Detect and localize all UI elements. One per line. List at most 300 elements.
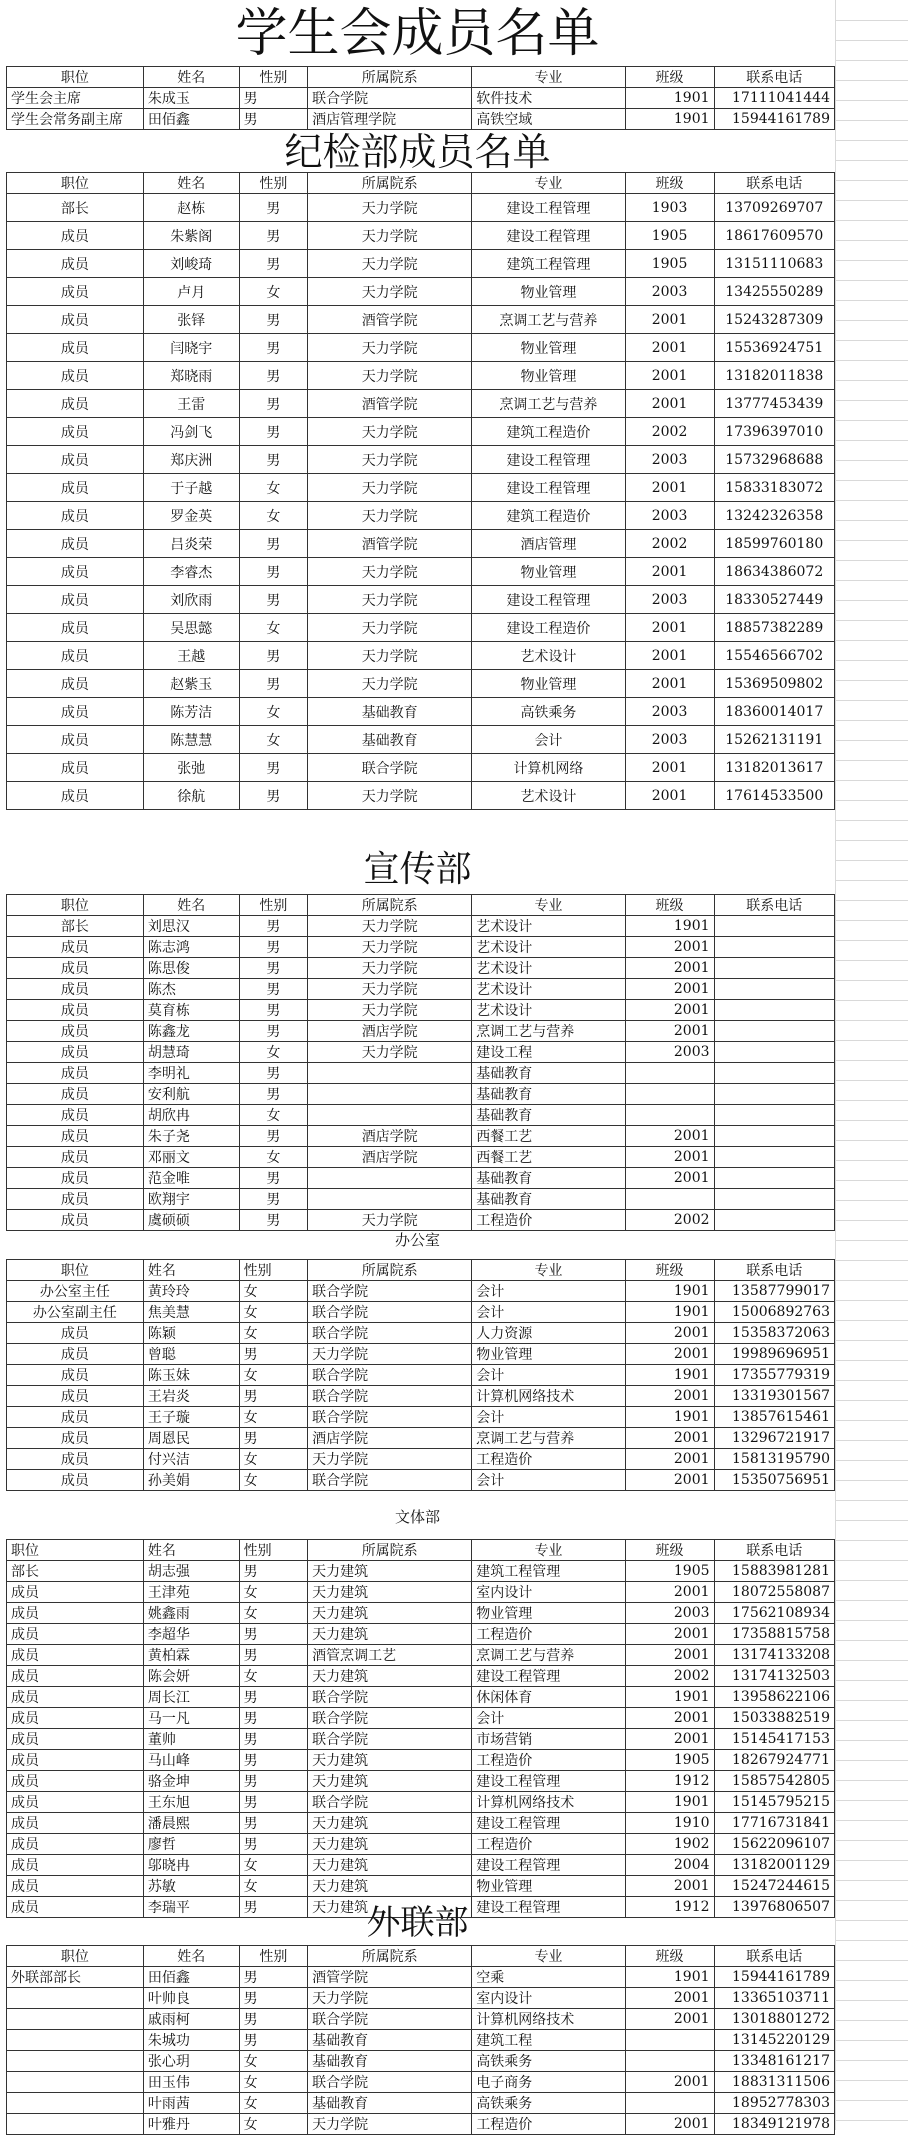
cell-phone[interactable]: 17396397010 [714,418,834,446]
cell-major[interactable]: 室内设计 [472,1582,625,1603]
cell-position[interactable]: 成员 [7,586,144,614]
cell-gender[interactable]: 男 [239,1210,307,1231]
cell-gender[interactable]: 男 [239,1189,307,1210]
cell-college[interactable]: 联合学院 [308,1708,472,1729]
cell-gender[interactable]: 男 [239,642,307,670]
cell-position[interactable]: 成员 [7,1021,144,1042]
cell-class[interactable]: 1901 [625,1792,714,1813]
cell-college[interactable]: 天力建筑 [308,1771,472,1792]
cell-gender[interactable]: 男 [239,1687,307,1708]
cell-phone[interactable]: 13174133208 [714,1645,834,1666]
cell-class[interactable]: 1910 [625,1813,714,1834]
cell-major[interactable]: 计算机网络技术 [472,1792,625,1813]
cell-college[interactable] [308,1084,472,1105]
cell-class[interactable]: 1901 [625,1407,714,1428]
cell-college[interactable]: 酒管学院 [308,530,472,558]
cell-major[interactable]: 建设工程管理 [472,1813,625,1834]
cell-phone[interactable] [714,1126,834,1147]
cell-major[interactable]: 烹调工艺与营养 [472,1645,625,1666]
cell-position[interactable]: 成员 [7,1582,144,1603]
cell-class[interactable] [625,2030,714,2051]
cell-position[interactable]: 办公室副主任 [7,1302,144,1323]
cell-gender[interactable]: 男 [239,446,307,474]
cell-position[interactable]: 成员 [7,418,144,446]
cell-position[interactable]: 成员 [7,698,144,726]
cell-major[interactable]: 艺术设计 [472,642,625,670]
cell-gender[interactable]: 男 [239,958,307,979]
cell-class[interactable]: 1901 [625,1967,714,1988]
cell-major[interactable]: 艺术设计 [472,782,625,810]
cell-phone[interactable]: 15145795215 [714,1792,834,1813]
cell-college[interactable]: 天力学院 [308,958,472,979]
cell-name[interactable]: 孙美娟 [143,1470,239,1491]
cell-name[interactable]: 王岩炎 [143,1386,239,1407]
cell-name[interactable]: 胡志强 [143,1561,239,1582]
cell-position[interactable]: 办公室主任 [7,1281,144,1302]
cell-gender[interactable]: 男 [239,334,307,362]
cell-position[interactable]: 成员 [7,1834,144,1855]
cell-name[interactable]: 陈芳洁 [143,698,239,726]
cell-position[interactable]: 成员 [7,1603,144,1624]
cell-name[interactable]: 闫晓宇 [143,334,239,362]
cell-college[interactable]: 基础教育 [308,726,472,754]
cell-gender[interactable]: 男 [239,754,307,782]
cell-name[interactable]: 王子璇 [143,1407,239,1428]
cell-name[interactable]: 陈会妍 [143,1666,239,1687]
cell-gender[interactable]: 男 [239,1168,307,1189]
cell-phone[interactable]: 15247244615 [714,1876,834,1897]
cell-major[interactable]: 酒店管理 [472,530,625,558]
cell-position[interactable]: 成员 [7,474,144,502]
cell-major[interactable]: 建设工程管理 [472,474,625,502]
cell-position[interactable]: 成员 [7,1323,144,1344]
cell-college[interactable]: 天力学院 [308,916,472,937]
cell-class[interactable]: 2001 [625,2114,714,2135]
cell-gender[interactable]: 男 [239,306,307,334]
cell-position[interactable]: 成员 [7,222,144,250]
cell-college[interactable]: 联合学院 [308,1281,472,1302]
cell-phone[interactable]: 13018801272 [714,2009,834,2030]
cell-name[interactable]: 廖哲 [143,1834,239,1855]
cell-class[interactable]: 1903 [625,194,714,222]
cell-college[interactable]: 天力建筑 [308,1582,472,1603]
cell-class[interactable]: 1901 [625,1687,714,1708]
cell-phone[interactable]: 13182011838 [714,362,834,390]
cell-phone[interactable]: 15813195790 [714,1449,834,1470]
cell-phone[interactable]: 15536924751 [714,334,834,362]
cell-class[interactable]: 2003 [625,446,714,474]
cell-gender[interactable]: 女 [239,698,307,726]
cell-major[interactable]: 软件技术 [472,88,625,109]
cell-gender[interactable]: 男 [239,1000,307,1021]
cell-major[interactable]: 烹调工艺与营养 [472,1428,625,1449]
cell-position[interactable]: 学生会常务副主席 [7,109,144,130]
cell-gender[interactable]: 男 [239,1771,307,1792]
cell-position[interactable]: 成员 [7,1147,144,1168]
cell-position[interactable]: 成员 [7,1645,144,1666]
cell-phone[interactable]: 13709269707 [714,194,834,222]
cell-name[interactable]: 李超华 [143,1624,239,1645]
cell-name[interactable]: 虞硕硕 [143,1210,239,1231]
cell-class[interactable]: 2001 [625,670,714,698]
cell-position[interactable]: 部长 [7,194,144,222]
cell-college[interactable]: 联合学院 [308,1470,472,1491]
cell-gender[interactable]: 男 [239,1708,307,1729]
cell-class[interactable]: 2003 [625,1603,714,1624]
cell-position[interactable]: 成员 [7,1750,144,1771]
cell-college[interactable]: 天力建筑 [308,1897,472,1918]
cell-college[interactable]: 天力学院 [308,937,472,958]
cell-major[interactable]: 建筑工程造价 [472,502,625,530]
cell-major[interactable]: 艺术设计 [472,958,625,979]
cell-gender[interactable]: 女 [239,502,307,530]
cell-college[interactable]: 天力建筑 [308,1624,472,1645]
cell-class[interactable]: 2001 [625,2072,714,2093]
cell-college[interactable]: 天力学院 [308,1988,472,2009]
cell-name[interactable]: 于子越 [143,474,239,502]
cell-position[interactable]: 成员 [7,1105,144,1126]
cell-class[interactable]: 2001 [625,1624,714,1645]
cell-class[interactable]: 2003 [625,1042,714,1063]
cell-position[interactable]: 成员 [7,614,144,642]
cell-major[interactable]: 工程造价 [472,1449,625,1470]
cell-major[interactable]: 烹调工艺与营养 [472,306,625,334]
cell-class[interactable]: 2001 [625,979,714,1000]
cell-class[interactable]: 2002 [625,530,714,558]
cell-major[interactable]: 工程造价 [472,1624,625,1645]
cell-position[interactable]: 成员 [7,1126,144,1147]
cell-gender[interactable]: 女 [239,1281,307,1302]
cell-gender[interactable]: 男 [239,1624,307,1645]
cell-name[interactable]: 朱子尧 [143,1126,239,1147]
cell-gender[interactable]: 女 [239,1876,307,1897]
cell-phone[interactable]: 18831311506 [714,2072,834,2093]
cell-major[interactable]: 物业管理 [472,558,625,586]
cell-college[interactable]: 天力学院 [308,250,472,278]
cell-gender[interactable]: 男 [239,1750,307,1771]
cell-major[interactable]: 会计 [472,1470,625,1491]
cell-phone[interactable]: 18360014017 [714,698,834,726]
cell-gender[interactable]: 男 [239,1063,307,1084]
cell-class[interactable]: 1912 [625,1897,714,1918]
cell-gender[interactable]: 女 [239,2114,307,2135]
cell-major[interactable]: 建设工程管理 [472,1666,625,1687]
cell-class[interactable]: 1901 [625,1302,714,1323]
cell-class[interactable]: 2001 [625,1168,714,1189]
cell-name[interactable]: 王津苑 [143,1582,239,1603]
cell-major[interactable]: 物业管理 [472,362,625,390]
cell-college[interactable]: 酒店管理学院 [308,109,472,130]
cell-position[interactable]: 成员 [7,1666,144,1687]
cell-college[interactable]: 联合学院 [308,754,472,782]
cell-name[interactable]: 马山峰 [143,1750,239,1771]
cell-college[interactable]: 天力学院 [308,446,472,474]
cell-college[interactable]: 天力学院 [308,1000,472,1021]
cell-phone[interactable]: 13857615461 [714,1407,834,1428]
cell-phone[interactable]: 15622096107 [714,1834,834,1855]
cell-class[interactable]: 2001 [625,1126,714,1147]
cell-college[interactable]: 天力建筑 [308,1603,472,1624]
cell-phone[interactable] [714,1210,834,1231]
cell-major[interactable]: 建筑工程管理 [472,1561,625,1582]
cell-class[interactable]: 2001 [625,1021,714,1042]
cell-college[interactable]: 酒店学院 [308,1428,472,1449]
cell-gender[interactable]: 男 [239,2009,307,2030]
cell-class[interactable]: 1905 [625,1750,714,1771]
cell-name[interactable]: 姚鑫雨 [143,1603,239,1624]
cell-class[interactable]: 2001 [625,1000,714,1021]
cell-college[interactable]: 天力学院 [308,558,472,586]
cell-major[interactable]: 市场营销 [472,1729,625,1750]
cell-class[interactable]: 2001 [625,1988,714,2009]
cell-position[interactable]: 成员 [7,1708,144,1729]
cell-class[interactable]: 2001 [625,1645,714,1666]
cell-name[interactable]: 胡欣冉 [143,1105,239,1126]
cell-position[interactable]: 部长 [7,1561,144,1582]
cell-college[interactable]: 天力建筑 [308,1750,472,1771]
cell-major[interactable]: 基础教育 [472,1168,625,1189]
cell-phone[interactable]: 15944161789 [714,1967,834,1988]
cell-phone[interactable]: 13182013617 [714,754,834,782]
cell-position[interactable]: 成员 [7,754,144,782]
cell-class[interactable] [625,1063,714,1084]
cell-major[interactable]: 会计 [472,1281,625,1302]
cell-name[interactable]: 王东旭 [143,1792,239,1813]
cell-class[interactable]: 2001 [625,558,714,586]
cell-phone[interactable] [714,1042,834,1063]
cell-major[interactable]: 基础教育 [472,1105,625,1126]
cell-position[interactable]: 成员 [7,1897,144,1918]
cell-major[interactable]: 建筑工程管理 [472,250,625,278]
cell-name[interactable]: 王雷 [143,390,239,418]
cell-major[interactable]: 室内设计 [472,1988,625,2009]
cell-position[interactable] [7,1988,144,2009]
cell-college[interactable]: 酒管烹调工艺 [308,1645,472,1666]
cell-gender[interactable]: 男 [239,390,307,418]
cell-gender[interactable]: 女 [239,2093,307,2114]
cell-gender[interactable]: 男 [239,916,307,937]
cell-gender[interactable]: 男 [239,1988,307,2009]
cell-college[interactable]: 天力学院 [308,979,472,1000]
cell-major[interactable]: 电子商务 [472,2072,625,2093]
cell-class[interactable]: 1901 [625,109,714,130]
cell-major[interactable]: 物业管理 [472,334,625,362]
cell-phone[interactable]: 13319301567 [714,1386,834,1407]
cell-position[interactable]: 成员 [7,1042,144,1063]
cell-gender[interactable]: 女 [239,1470,307,1491]
cell-college[interactable]: 基础教育 [308,2051,472,2072]
cell-class[interactable]: 2001 [625,2009,714,2030]
cell-college[interactable]: 联合学院 [308,1302,472,1323]
cell-class[interactable]: 2001 [625,754,714,782]
cell-gender[interactable]: 男 [239,530,307,558]
cell-name[interactable]: 朱紫阁 [143,222,239,250]
cell-phone[interactable]: 15944161789 [714,109,834,130]
cell-name[interactable]: 张铎 [143,306,239,334]
cell-class[interactable]: 2001 [625,958,714,979]
cell-phone[interactable]: 18634386072 [714,558,834,586]
cell-college[interactable]: 天力学院 [308,614,472,642]
cell-college[interactable]: 联合学院 [308,1365,472,1386]
cell-major[interactable]: 艺术设计 [472,937,625,958]
cell-gender[interactable]: 男 [239,1021,307,1042]
cell-name[interactable]: 马一凡 [143,1708,239,1729]
cell-name[interactable]: 陈鑫龙 [143,1021,239,1042]
cell-name[interactable]: 曾聪 [143,1344,239,1365]
cell-major[interactable]: 工程造价 [472,1210,625,1231]
cell-phone[interactable] [714,1105,834,1126]
cell-gender[interactable]: 女 [239,1365,307,1386]
cell-college[interactable]: 联合学院 [308,1386,472,1407]
cell-major[interactable]: 高铁乘务 [472,698,625,726]
cell-major[interactable]: 基础教育 [472,1063,625,1084]
cell-college[interactable]: 天力学院 [308,1344,472,1365]
cell-name[interactable]: 周长江 [143,1687,239,1708]
cell-college[interactable]: 天力学院 [308,1042,472,1063]
cell-phone[interactable]: 18349121978 [714,2114,834,2135]
cell-gender[interactable]: 女 [239,1582,307,1603]
cell-gender[interactable]: 男 [239,2030,307,2051]
cell-college[interactable]: 基础教育 [308,2030,472,2051]
cell-class[interactable] [625,2093,714,2114]
cell-name[interactable]: 赵紫玉 [143,670,239,698]
cell-name[interactable]: 刘峻琦 [143,250,239,278]
cell-position[interactable] [7,2114,144,2135]
cell-college[interactable]: 联合学院 [308,2009,472,2030]
cell-college[interactable]: 天力学院 [308,222,472,250]
cell-class[interactable]: 1912 [625,1771,714,1792]
cell-college[interactable]: 天力建筑 [308,1834,472,1855]
cell-name[interactable]: 戚雨柯 [143,2009,239,2030]
cell-position[interactable]: 成员 [7,530,144,558]
cell-phone[interactable]: 15033882519 [714,1708,834,1729]
cell-major[interactable]: 会计 [472,1302,625,1323]
cell-phone[interactable]: 19989696951 [714,1344,834,1365]
cell-gender[interactable]: 女 [239,1603,307,1624]
cell-name[interactable]: 陈颖 [143,1323,239,1344]
cell-position[interactable]: 成员 [7,558,144,586]
cell-college[interactable]: 天力学院 [308,194,472,222]
cell-gender[interactable]: 女 [239,1666,307,1687]
cell-gender[interactable]: 男 [239,1084,307,1105]
cell-position[interactable] [7,2009,144,2030]
cell-class[interactable]: 2001 [625,1386,714,1407]
cell-position[interactable]: 成员 [7,362,144,390]
cell-major[interactable]: 艺术设计 [472,1000,625,1021]
cell-gender[interactable]: 女 [239,2051,307,2072]
cell-college[interactable]: 联合学院 [308,1323,472,1344]
cell-phone[interactable]: 15883981281 [714,1561,834,1582]
cell-position[interactable]: 成员 [7,1344,144,1365]
cell-class[interactable]: 2004 [625,1855,714,1876]
cell-phone[interactable]: 18952778303 [714,2093,834,2114]
cell-class[interactable]: 2001 [625,390,714,418]
cell-gender[interactable]: 男 [239,586,307,614]
cell-class[interactable]: 2003 [625,726,714,754]
cell-college[interactable] [308,1189,472,1210]
cell-name[interactable]: 朱城功 [143,2030,239,2051]
cell-position[interactable]: 成员 [7,390,144,418]
cell-position[interactable] [7,2051,144,2072]
cell-gender[interactable]: 男 [239,670,307,698]
cell-position[interactable]: 成员 [7,1407,144,1428]
cell-major[interactable]: 建设工程管理 [472,194,625,222]
cell-college[interactable]: 酒管学院 [308,306,472,334]
cell-name[interactable]: 罗金英 [143,502,239,530]
cell-college[interactable]: 酒店学院 [308,1126,472,1147]
cell-college[interactable]: 天力学院 [308,2114,472,2135]
cell-phone[interactable]: 15006892763 [714,1302,834,1323]
cell-phone[interactable]: 13976806507 [714,1897,834,1918]
cell-phone[interactable]: 13365103711 [714,1988,834,2009]
cell-name[interactable]: 叶雅丹 [143,2114,239,2135]
cell-class[interactable]: 2001 [625,1729,714,1750]
cell-name[interactable]: 卢月 [143,278,239,306]
cell-class[interactable]: 1905 [625,1561,714,1582]
cell-gender[interactable]: 女 [239,278,307,306]
cell-position[interactable]: 外联部部长 [7,1967,144,1988]
cell-position[interactable]: 成员 [7,1000,144,1021]
cell-major[interactable]: 物业管理 [472,278,625,306]
cell-gender[interactable]: 男 [239,1428,307,1449]
cell-major[interactable]: 会计 [472,1708,625,1729]
cell-gender[interactable]: 男 [239,1344,307,1365]
cell-phone[interactable]: 15262131191 [714,726,834,754]
cell-name[interactable]: 田玉伟 [143,2072,239,2093]
cell-gender[interactable]: 男 [239,937,307,958]
cell-phone[interactable] [714,1000,834,1021]
cell-gender[interactable]: 女 [239,1302,307,1323]
cell-name[interactable]: 陈杰 [143,979,239,1000]
cell-college[interactable]: 天力学院 [308,278,472,306]
cell-name[interactable]: 陈志鸿 [143,937,239,958]
cell-major[interactable]: 烹调工艺与营养 [472,1021,625,1042]
cell-position[interactable] [7,2030,144,2051]
cell-class[interactable]: 2001 [625,306,714,334]
cell-position[interactable]: 成员 [7,782,144,810]
cell-gender[interactable]: 男 [239,1126,307,1147]
cell-major[interactable]: 高铁空域 [472,109,625,130]
cell-class[interactable]: 2002 [625,1666,714,1687]
cell-college[interactable]: 基础教育 [308,698,472,726]
cell-class[interactable]: 1901 [625,88,714,109]
cell-phone[interactable]: 15833183072 [714,474,834,502]
cell-phone[interactable] [714,1168,834,1189]
cell-class[interactable]: 2001 [625,1470,714,1491]
cell-name[interactable]: 黄玲玲 [143,1281,239,1302]
cell-phone[interactable] [714,916,834,937]
cell-name[interactable]: 潘晨熙 [143,1813,239,1834]
cell-class[interactable]: 2003 [625,586,714,614]
cell-name[interactable]: 陈慧慧 [143,726,239,754]
cell-name[interactable]: 邬晓冉 [143,1855,239,1876]
cell-college[interactable]: 酒店学院 [308,1147,472,1168]
cell-name[interactable]: 周恩民 [143,1428,239,1449]
cell-class[interactable]: 2001 [625,362,714,390]
cell-major[interactable]: 建筑工程 [472,2030,625,2051]
cell-gender[interactable]: 男 [239,1729,307,1750]
cell-name[interactable]: 李睿杰 [143,558,239,586]
cell-phone[interactable]: 13145220129 [714,2030,834,2051]
cell-phone[interactable] [714,1084,834,1105]
cell-position[interactable]: 成员 [7,334,144,362]
cell-college[interactable]: 天力学院 [308,1449,472,1470]
cell-position[interactable]: 成员 [7,1855,144,1876]
cell-name[interactable]: 李明礼 [143,1063,239,1084]
cell-college[interactable]: 酒管学院 [308,1967,472,1988]
cell-phone[interactable] [714,1021,834,1042]
cell-major[interactable]: 休闲体育 [472,1687,625,1708]
